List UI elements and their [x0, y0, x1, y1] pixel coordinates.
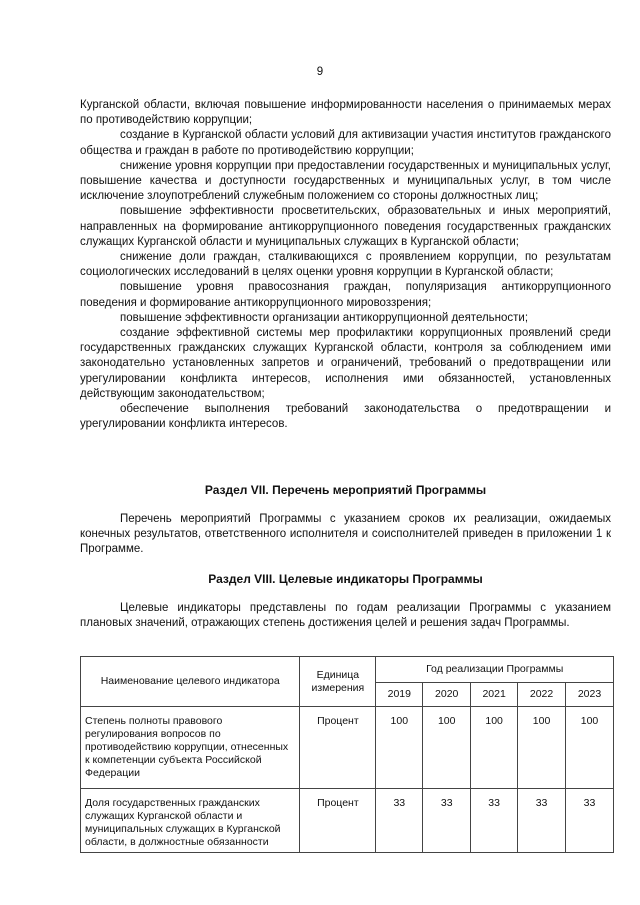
year-header: 2023 [566, 683, 614, 707]
paragraph: создание эффективной системы мер профилактики коррупционных проявлений среди государственных гражданских служащих Курганской области, контроля за соблюдением ими законодательно установленных запретов и ограничений, требований о предотвращении или урегулировании конфликта интересов, исполнения ими обязанностей, установленных действующим законодательством; [80, 327, 611, 400]
indicator-unit: Процент [300, 707, 376, 789]
indicator-name: Степень полноты правового регулирования вопросов по противодействию коррупции, отнесенных к компетенции субъекта Российской Федерации [81, 707, 300, 789]
indicator-value: 33 [423, 789, 471, 853]
indicator-value: 33 [566, 789, 614, 853]
year-header: 2021 [471, 683, 518, 707]
paragraph: обеспечение выполнения требований законодательства о предотвращении и урегулировании конфликта интересов. [80, 403, 611, 431]
indicator-value: 33 [518, 789, 566, 853]
indicator-name: Доля государственных гражданских служащих Курганской области и муниципальных служащих в Курганской области, в должностные обязанности [81, 789, 300, 853]
paragraph: снижение уровня коррупции при предоставлении государственных и муниципальных услуг, повышение качества и доступности государственных и муниципальных услуг, в том числе исключение злоупотреблений служебным положением со стороны должностных лиц; [80, 159, 611, 203]
page-number: 9 [316, 66, 324, 78]
column-header-unit: Единица измерения [300, 657, 376, 707]
paragraph: повышение уровня правосознания граждан, популяризация антикоррупционного поведения и формирование антикоррупционного мировоззрения; [80, 281, 611, 309]
section-8-body [80, 601, 611, 631]
section-8-heading: Раздел VIII. Целевые индикаторы Программы [208, 572, 483, 586]
column-header-indicator: Наименование целевого индикатора [81, 657, 300, 707]
paragraph: Целевые индикаторы представлены по годам реализации Программы с указанием плановых значений, отражающих степень достижения целей и решения задач Программы. [80, 602, 611, 630]
indicator-value: 33 [471, 789, 518, 853]
table-row [81, 789, 614, 853]
goals-text [80, 98, 611, 432]
paragraph: повышение эффективности организации антикоррупционной деятельности; [120, 311, 529, 324]
indicator-value: 33 [376, 789, 423, 853]
indicator-value: 100 [471, 707, 518, 789]
year-header: 2019 [376, 683, 423, 707]
paragraph: создание в Курганской области условий для активизации участия институтов гражданского общества и граждан в работе по противодействию коррупции; [80, 129, 611, 157]
column-header-years: Год реализации Программы [376, 657, 614, 683]
indicator-value: 100 [566, 707, 614, 789]
paragraph: Курганской области, включая повышение информированности населения о принимаемых мерах по противодействию коррупции; [80, 99, 611, 127]
table-header-row [81, 657, 614, 683]
paragraph: повышение эффективности просветительских, образовательных и иных мероприятий, направленных на формирование антикоррупционного поведения государственных гражданских служащих Курганской области и муниципальных служащих в Курганской области; [80, 205, 611, 248]
table-row [81, 707, 614, 789]
paragraph: Перечень мероприятий Программы с указанием сроков их реализации, ожидаемых конечных результатов, ответственного исполнителя и соисполнителей приведен в приложении 1 к Программе. [80, 513, 611, 556]
indicator-value: 100 [423, 707, 471, 789]
indicator-value: 100 [376, 707, 423, 789]
indicators-table [80, 656, 614, 853]
paragraph: снижение доли граждан, сталкивающихся с проявлением коррупции, по результатам социологических исследований в целях оценки уровня коррупции в Курганской области; [80, 251, 611, 279]
section-7-heading: Раздел VII. Перечень мероприятий Программы [204, 483, 487, 497]
indicator-unit: Процент [300, 789, 376, 853]
year-header: 2020 [423, 683, 471, 707]
indicator-value: 100 [518, 707, 566, 789]
year-header: 2022 [518, 683, 566, 707]
section-7-body [80, 512, 611, 558]
